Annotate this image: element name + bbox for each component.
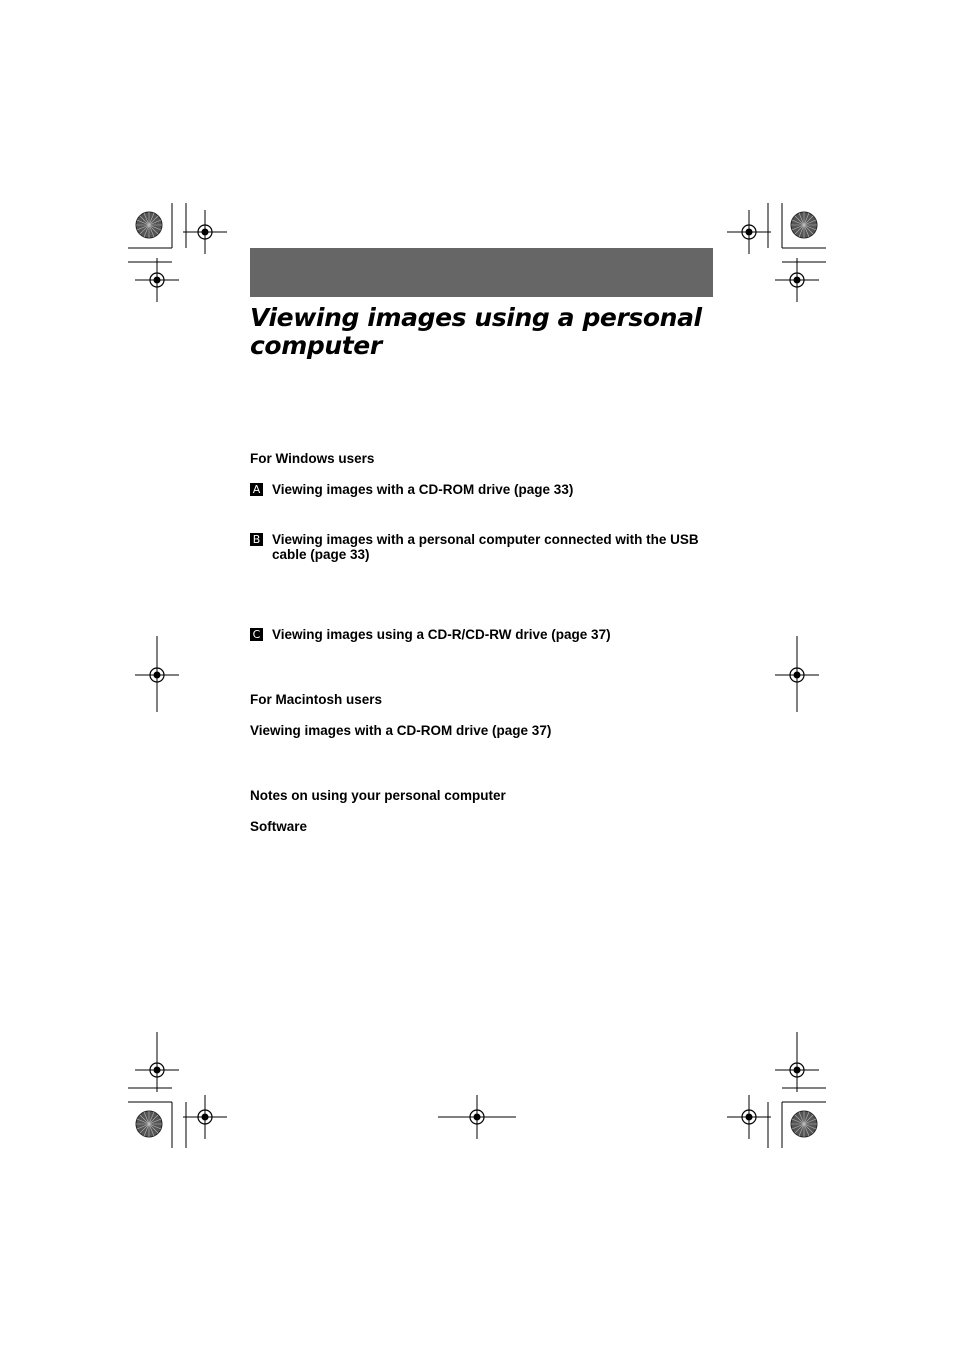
page-title: Viewing images using a personal computer: [250, 303, 702, 360]
registration-mark-icon: [183, 210, 227, 254]
mac-item: Viewing images with a CD-ROM drive (page 37): [250, 723, 552, 738]
registration-mark-icon: [727, 210, 771, 254]
software-heading: Software: [250, 819, 308, 834]
notes-heading: Notes on using your personal computer: [250, 788, 506, 803]
windows-item-c-text: Viewing images using a CD-R/CD-RW drive (page 37): [272, 627, 611, 642]
windows-item-c: [250, 627, 720, 642]
mac-heading: For Macintosh users: [250, 692, 383, 707]
badge-b: B: [250, 533, 263, 546]
badge-a: A: [250, 483, 263, 496]
windows-item-a: [250, 482, 720, 497]
registration-star-icon: [136, 1111, 162, 1137]
registration-star-icon: [136, 212, 162, 238]
windows-heading: For Windows users: [250, 451, 375, 466]
windows-item-b: [250, 532, 720, 562]
registration-mark-icon: [775, 258, 819, 302]
badge-c: C: [250, 628, 263, 641]
registration-mark-icon: [727, 1095, 771, 1139]
registration-mark-icon: [183, 1095, 227, 1139]
header-bar: [250, 248, 713, 297]
windows-item-a-text: Viewing images with a CD-ROM drive (page 33): [272, 482, 574, 497]
registration-star-icon: [791, 1111, 817, 1137]
windows-item-b-text: Viewing images with a personal computer connected with the USB cable (page 33): [272, 532, 699, 562]
registration-star-icon: [791, 212, 817, 238]
registration-mark-icon: [135, 258, 179, 302]
